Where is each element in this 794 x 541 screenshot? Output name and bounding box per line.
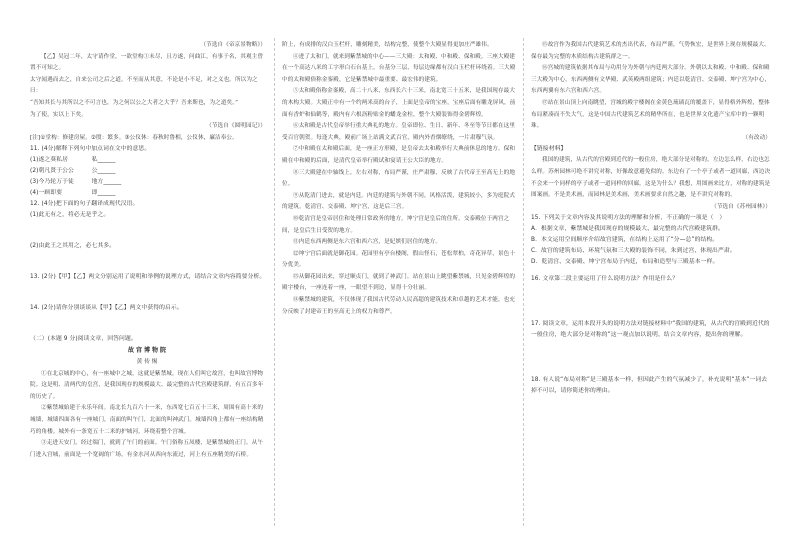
essay-paragraph: ⑫坤宁宫后面就是御花园。花园里有亭台楼阁，假山怪石，苍松翠柏，奇花异草，景色十分优美。: [282, 250, 516, 269]
question-14: 14. (2分)请你分别谈谈从【甲】【乙】两文中获得的启示。: [30, 305, 183, 312]
question-18: 18. 有人说“布局对称”是三殿基本一样，但因此产生的气氛减少了，补充说明“基本”一词去掉不可以，请你简述你的理由。: [531, 377, 768, 395]
passage-b-line: 太守闻遇而去之，自来公司之后之道。不至而从其意，不论是小不足，对之义也。所以为之曰：: [30, 76, 258, 95]
question-11-item: (2)朝凡贤于公公 公______: [30, 168, 116, 175]
essay-paragraph: ⑬从御花园出来，穿过顺贞门，就到了神武门。站在景山上眺望紫禁城，只见金碧辉煌的殿宇楼台，一座连着一座，一眼望不到边，显得十分壮丽。: [282, 273, 516, 292]
source-citation: （有改动）: [742, 134, 771, 141]
question-15: 15. 下列关于文章内容及其说明方法的理解和分析，不正确的一项是（ ）: [531, 215, 726, 222]
question-15-option: A．根据文章，紫禁城是我国现存的规模最大、最完整的古代宫殿建筑群。: [531, 226, 724, 233]
section-heading: （二）(本题 9 分)阅读文章，回答问题。: [30, 336, 137, 343]
essay-paragraph: ③走进天安门，经过端门，就到了午门的前面。午门俗称五凤楼，是紫禁城的正门。从午门进入宫城，前面是一个宽阔的广场，有金水河从西向东流过，河上有五座精美的石桥。: [30, 440, 264, 458]
essay-paragraph: ④进了太和门，就来到紫禁城的中心——三大殿：太和殿、中和殿、保和殿。三座大殿建在一个高达八米的工字形白石台基上，台基分三层，每层边缘都有汉白玉栏杆环绕着。三大殿中的太和殿俗称金銮殿，它是紫禁城中最重要、最宏伟的建筑。: [282, 53, 516, 83]
column-divider-left: [274, 38, 275, 526]
column-middle: [282, 40, 516, 526]
question-11-item: (3)今乃轮万于徒 地方______: [30, 179, 122, 186]
question-17: 17. 阅读文章，运用本段开头的说明方法对链接材料中“我国的建筑，从古代的宫殿到近代的一般住房，绝大部分是对称的”这一观点加以说明，结合文章内容，提出你的理解。: [531, 321, 770, 339]
column-right: [531, 40, 771, 526]
question-12: 12. (4分)把下面的句子翻译成现代汉语。: [30, 201, 139, 208]
column-divider-right: [523, 38, 524, 526]
passage-b-line: 【乙】吴冠二年，太守请作堂，一欲堂构①未尽，且方遂，问曲江，有事于名，其观主曾置不可知之。: [30, 53, 264, 72]
essay-title: 故宫博物院: [127, 347, 168, 355]
link-material-text: 我国的建筑，从古代的宫殿到近代的一般住房，绝大部分是对称的，左边怎么样，右边也怎么样。苏州园林可绝不讲究对称，好像故意避免似的。东边有了一个亭子或者一道回廊，西边决不会来一个同样的亭子或者一道同样的回廊。这是为什么？我想，用图画来比方，对称的建筑是图案画，不是美术画，而园林是美术画，美术画要求自然之趣，是不讲究对称的。: [531, 157, 771, 199]
question-15-option: D．乾清宫、交泰殿、坤宁宫布局于内廷，布局和造型与三殿基本一样。: [531, 259, 719, 266]
question-15-option: B．本文运用空间顺序介绍故宫建筑，在结构上运用了“分—总”的结构。: [531, 237, 719, 244]
question-12-item: (2)由此王之其用之，必七其多。: [30, 243, 116, 250]
question-12-item: (1)此无有之，将必无是乎之。: [30, 212, 110, 219]
link-material-label: 【链接材料】: [531, 146, 567, 153]
essay-paragraph: ⑰站在景山顶上向南眺望，宫城的殿宇楼阁在金黄色琉璃瓦的覆盖下，显得格外辉煌，整体布局紧凑而不失大气，这是中国古代建筑艺术的精华所在，也是世界文化遗产宝库中的一颗明珠。: [531, 99, 770, 130]
column-left: [30, 40, 266, 526]
essay-paragraph: ⑭紫禁城的建筑，不仅体现了我国古代劳动人民高超的建筑技术和卓越的艺术才能，也充分反映了封建帝王的至高无上的权力和尊严。: [282, 297, 516, 315]
question-16: 16. 文章第二段主要运用了什么说明方法？作用是什么？: [531, 276, 679, 283]
annotation-note: [注]①堂构：修建房屋。②殷：繁多。③公仪休：春秋时鲁相，公仪休，廉洁奉公。: [30, 134, 238, 141]
essay-paragraph: ⑧三大殿建在中轴线上，左右对称，布局严谨，庄严肃穆，反映了古代帝王至高无上的地位。: [282, 169, 516, 188]
passage-b-line: 为了使，实以上下矣。: [30, 111, 87, 118]
essay-paragraph: 阶上，有成排的汉白玉栏杆，雕刻精美，结构完整，使整个大殿显得更加庄严雄伟。: [282, 42, 493, 48]
essay-paragraph: ⑥太和殿是古代皇帝举行重大典礼的地方。皇帝即位、生日、新年、冬至等节日都在这里受百官朝贺。每逢大典，殿前广场上站满文武百官，殿内外香烟缭绕，一片肃穆气氛。: [282, 123, 516, 141]
question-11-item: (4)一顾即要 即______: [30, 190, 116, 197]
essay-paragraph: ⑤太和殿俗称金銮殿，高二十八米，东西长六十三米，南北宽三十五米，是我国现存最大的木构大殿。大殿正中有一个约两米高的台子，上面是皇帝的宝座，宝座后面有雕龙屏风，前面有香炉和仙鹤等，殿内有六根沥粉贴金的蟠龙金柱，整个大殿装饰得金碧辉煌。: [282, 88, 516, 118]
passage-b-line: “吾知其长与其所以之不可言也，为之何以公之大者之大乎？吾来斯也，为之道矣。”: [30, 99, 239, 106]
question-15-option: C．故宫的建筑布局、环境气氛和三大殿的装饰不同，朱到过宫，体现出严肃。: [531, 248, 736, 255]
essay-author: 黄传惕: [136, 358, 160, 365]
question-11-item: (1)遂之葵私居 私______: [30, 157, 116, 164]
question-13: 13. (2分)【甲】【乙】两文分别运用了说明和举例的说理方式，请结合文章内容简要分析。: [30, 274, 266, 281]
essay-paragraph: ①在北京城的中心，有一座城中之城，这就是紫禁城。现在人们叫它故宫，也叫故宫博物院。这是明、清两代的皇宫，是我国现存的规模最大、最完整的古代宫殿建筑群，有五百多年的历史了。: [30, 370, 264, 400]
link-material-source: （节选自《苏州园林》）: [711, 203, 771, 210]
source-citation-1: （节选自《帝京景物略》）: [200, 42, 266, 48]
essay-paragraph: ⑩乾清宫是皇帝居住和处理日常政务的地方。坤宁宫是皇后的住所。交泰殿位于两宫之间，是皇后生日受贺的地方。: [282, 215, 510, 234]
essay-paragraph: ②紫禁城始建于永乐年间。南北长九百六十一米，东西宽七百五十三米，周围有高十米的城墙，城墙四面各有一座城门，南面的叫午门，北面的叫神武门。城墙四角上都有一座结构精巧的角楼。城外有一条宽五十二米的护城河，环绕着整个宫城。: [30, 405, 264, 435]
source-citation-2: （节选自《圆明园记》）: [206, 123, 266, 130]
essay-paragraph: ⑪内廷东西两侧是东六宫和西六宫，是妃嫔们居住的地方。: [293, 239, 442, 246]
question-11: 11. (4分)解释下列句中加点词在文中的意思。: [30, 146, 151, 153]
essay-paragraph: ⑮故宫作为我国古代建筑艺术的杰出代表，布局严谨，气势恢宏，是世界上现存规模最大、保存最为完整的木质结构古建筑群之一。: [531, 42, 770, 60]
essay-paragraph: ⑯宫城的建筑依据其布局与功用分为外朝与内廷两大部分。外朝以太和殿、中和殿、保和殿三大殿为中心，东西两侧有文华殿、武英殿两组建筑；内廷以乾清宫、交泰殿、坤宁宫为中心，东西两翼有东六宫和西六宫。: [531, 65, 771, 95]
essay-paragraph: ⑨从乾清门进去，就是内廷。内廷的建筑与外朝不同，风格活泼，建筑较小，多为庭院式的建筑。乾清宫、交泰殿、坤宁宫，这是后三宫。: [282, 192, 516, 211]
essay-paragraph: ⑦中和殿在太和殿后面，是一座正方形殿，是皇帝去太和殿举行大典前休息的地方。保和殿在中和殿的后面，是清代皇帝举行殿试和宴请王公大臣的地方。: [282, 146, 516, 164]
